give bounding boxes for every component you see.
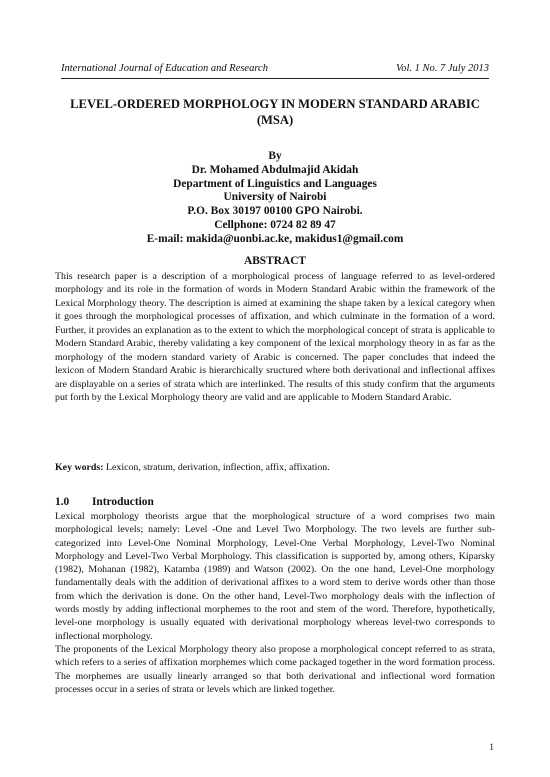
keywords-text: Lexicon, stratum, derivation, inflection, affix, affixation. xyxy=(106,462,330,473)
introduction-paragraph: Lexical morphology theorists argue that the morphological structure of a word comprises two main morphological levels; namely: Level -One and Level Two Morphology. The two levels are further sub-categorized into Level-One Nominal Morphology, Level-One Verbal Morphology, Level-Two Nominal Morphology and Level-Two Verbal Morphology. This classification is supported by, among others, Kiparsky (1982), Mohanan (1982), Katamba (1989) and Watson (2002). On the one hand, Level-One morphology fundamentally deals with the addition of derivational affixes to a word stem to derive words other than those from which the derivation is done. On the other hand, Level-Two morphology deals with the inflection of words mostly by adding inflectional morphemes to the root and stem of the word. Therefore, hypothetically, level-one morphology is usually equated with derivational morphology whereas level-two corresponds to inflectional morphology. xyxy=(55,511,495,642)
author-university: University of Nairobi xyxy=(223,191,327,204)
author-department: Department of Linguistics and Languages xyxy=(173,177,377,190)
introduction-paragraph: The proponents of the Lexical Morphology theory also propose a morphological concept referred to as strata, which refers to a series of affixation morphemes which come packaged together in the word formation process. The morphemes are usually linearly arranged so that both derivational and inflectional word formation processes occur in a series of strata or levels which are linked together. xyxy=(55,643,495,695)
running-header xyxy=(61,63,489,75)
section-title: Introduction xyxy=(92,496,154,508)
introduction-heading xyxy=(55,496,154,509)
header-rule xyxy=(61,78,489,79)
author-address: P.O. Box 30197 00100 GPO Nairobi. xyxy=(187,205,363,218)
abstract-text: This research paper is a description of a morphological process of language referred to as level-ordered morphology and its role in the formation of words in Modern Standard Arabic within the framework of the Lexical Morphology theory. The description is aimed at examining the shape taken by a lexical category when it goes through the morphological processes of affixation, and which culminate in the formation of a word. Further, it provides an explanation as to the extent to which the morphological concept of strata is applicable to Modern Standard Arabic, thereby validating a key component of the lexical morphology theory in as far as the morphology of the modern standard variety of Arabic is concerned. The paper concludes that indeed the lexicon of Modern Standard Arabic is hierarchically sructured where both derivational and inflectional affixes are displayable on a series of strata which are interlinked. The results of this study confirm that the arguments put forth by the Lexical Morphology theory are valid and are applicable to Modern Standard Arabic. xyxy=(55,271,495,404)
keywords-label: Key words: xyxy=(55,462,104,473)
abstract-heading: ABSTRACT xyxy=(243,255,307,267)
section-number: 1.0 xyxy=(55,496,70,508)
paper-title: LEVEL-ORDERED MORPHOLOGY IN MODERN STANDARD ARABIC (MSA) xyxy=(70,97,480,127)
volume-info: Vol. 1 No. 7 July 2013 xyxy=(395,63,489,74)
author-name: Dr. Mohamed Abdulmajid Akidah xyxy=(191,163,359,176)
author-cellphone: Cellphone: 0724 82 89 47 xyxy=(214,218,336,231)
by-line: By xyxy=(268,150,282,162)
keywords-line xyxy=(55,461,495,474)
page-number: 1 xyxy=(489,743,494,753)
introduction-body xyxy=(55,510,495,696)
author-email: E-mail: makida@uonbi.ac.ke, makidus1@gmail.com xyxy=(146,232,404,245)
journal-name: International Journal of Education and Research xyxy=(61,63,268,74)
author-block xyxy=(61,150,489,247)
